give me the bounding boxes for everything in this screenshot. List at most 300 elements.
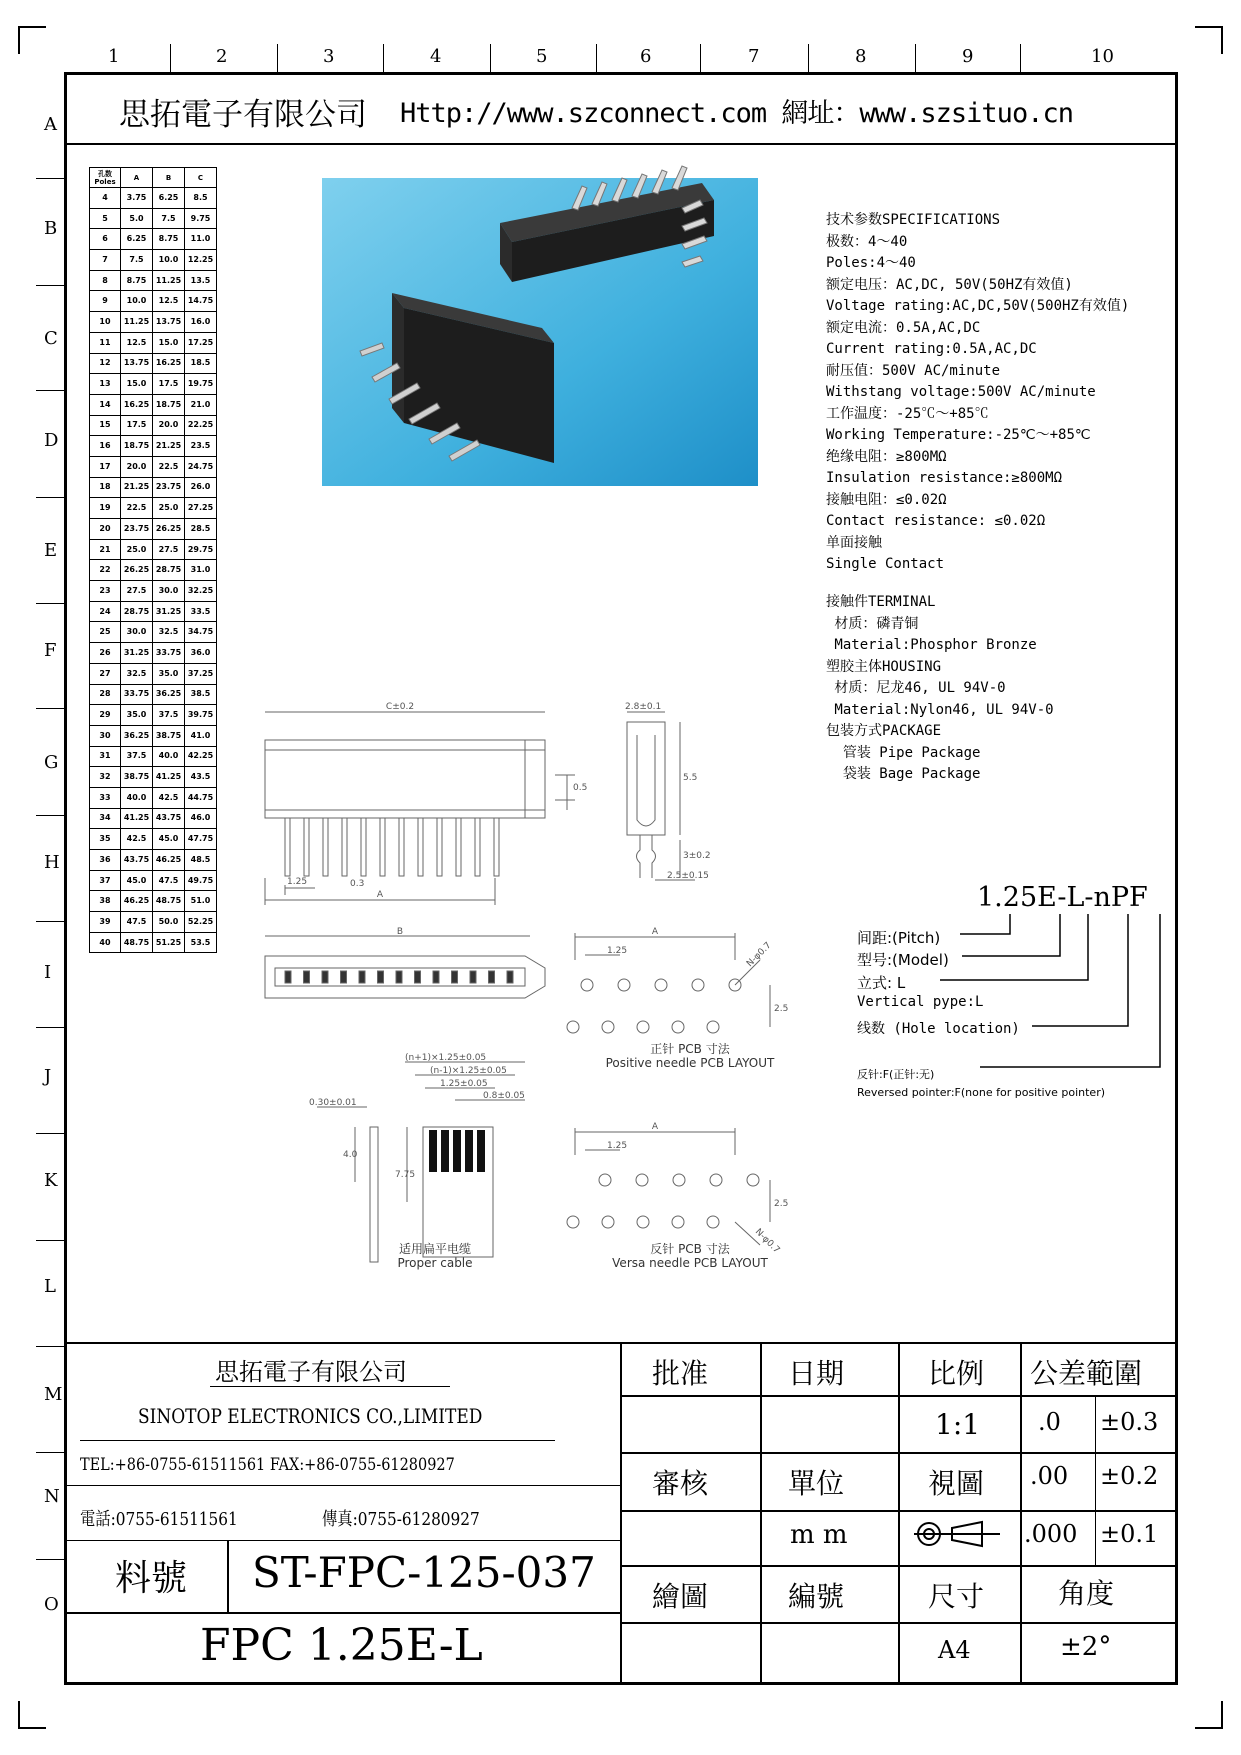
- table-row: [90, 353, 217, 374]
- table-cell: 20.0: [153, 415, 185, 436]
- table-cell: 43.5: [185, 767, 217, 788]
- tb-size: 尺寸: [928, 1580, 985, 1613]
- table-header-cell: B: [153, 168, 185, 188]
- table-cell: 49.75: [185, 870, 217, 891]
- table-cell: 42.5: [153, 787, 185, 808]
- table-cell: 3.75: [121, 188, 153, 209]
- table-cell: 16.0: [185, 312, 217, 333]
- table-cell: 5: [90, 208, 121, 229]
- table-cell: 13.5: [185, 270, 217, 291]
- table-cell: 13.75: [121, 353, 153, 374]
- tb-scale-value: 1:1: [935, 1408, 981, 1441]
- tb-tolerance: 公差範圍: [1030, 1357, 1143, 1390]
- table-cell: 31.0: [185, 560, 217, 581]
- table-cell: 34.75: [185, 622, 217, 643]
- table-row: [90, 394, 217, 415]
- table-cell: 32.5: [153, 622, 185, 643]
- table-cell: 6.25: [153, 188, 185, 209]
- table-row: [90, 456, 217, 477]
- spec-line: 单面接触: [826, 534, 882, 551]
- table-cell: 52.25: [185, 912, 217, 933]
- table-cell: 20: [90, 519, 121, 540]
- table-cell: 31.25: [121, 643, 153, 664]
- tb-tel-fax: TEL:+86-0755-61511561 FAX:+86-0755-61280927: [80, 1455, 455, 1475]
- table-cell: 24: [90, 601, 121, 622]
- table-cell: 10.0: [153, 250, 185, 271]
- table-row: [90, 932, 217, 953]
- table-row: [90, 270, 217, 291]
- table-cell: 36.25: [121, 725, 153, 746]
- table-cell: 44.75: [185, 787, 217, 808]
- table-cell: 25: [90, 622, 121, 643]
- table-cell: 19.75: [185, 374, 217, 395]
- projection-symbol-icon: [912, 1518, 1002, 1550]
- spec-line: Material:Nylon46, UL 94V-0: [826, 701, 1054, 718]
- table-cell: 26: [90, 643, 121, 664]
- column-label: 9: [962, 46, 974, 67]
- table-cell: 38.5: [185, 684, 217, 705]
- table-cell: 28.5: [185, 519, 217, 540]
- row-label: I: [44, 962, 52, 983]
- table-row: [90, 581, 217, 602]
- table-cell: 48.75: [121, 932, 153, 953]
- table-cell: 45.0: [153, 829, 185, 850]
- table-row: [90, 829, 217, 850]
- table-cell: 33: [90, 787, 121, 808]
- dim-05: 0.5: [573, 783, 588, 793]
- dim-side-pin: 3±0.2: [683, 851, 711, 861]
- table-cell: 23: [90, 581, 121, 602]
- spec-line: 包装方式PACKAGE: [826, 723, 942, 739]
- table-row: [90, 725, 217, 746]
- table-cell: 18.75: [121, 436, 153, 457]
- side-view-drawing: [615, 700, 730, 890]
- table-cell: 48.75: [153, 891, 185, 912]
- tb-part-no: ST-FPC-125-037: [252, 1548, 596, 1597]
- table-cell: 47.75: [185, 829, 217, 850]
- row-label: O: [44, 1594, 59, 1615]
- table-cell: 43.75: [121, 850, 153, 871]
- table-cell: 22.5: [153, 456, 185, 477]
- table-cell: 8.75: [153, 229, 185, 250]
- tb-unit: 單位: [788, 1467, 845, 1500]
- table-cell: 29.75: [185, 539, 217, 560]
- table-cell: 34: [90, 808, 121, 829]
- connector-photo: [322, 178, 758, 486]
- model-vertical-en: Vertical pype:L: [857, 994, 984, 1010]
- column-label: 8: [855, 46, 867, 67]
- table-cell: 36: [90, 850, 121, 871]
- table-cell: 15.0: [153, 332, 185, 353]
- table-cell: 10.0: [121, 291, 153, 312]
- pcb-positive-caption-cn: 正针 PCB 寸法: [650, 1042, 730, 1056]
- model-reversed-en: Reversed pointer:F(none for positive pointer): [857, 1086, 1106, 1099]
- table-cell: 50.0: [153, 912, 185, 933]
- table-row: [90, 808, 217, 829]
- dim-pcb-a: A: [651, 927, 659, 937]
- table-cell: 17.5: [153, 374, 185, 395]
- spec-line: 技术参数SPECIFICATIONS: [826, 212, 1001, 228]
- table-cell: 43.75: [153, 808, 185, 829]
- column-label: 1: [108, 46, 120, 67]
- tb-tol2-val: ±0.1: [1100, 1520, 1159, 1548]
- table-cell: 37.5: [153, 705, 185, 726]
- table-cell: 30.0: [153, 581, 185, 602]
- model-pitch-label: 间距:(Pitch): [857, 929, 941, 947]
- spec-line: Contact resistance: ≤0.02Ω: [826, 513, 1046, 529]
- dim-a: A: [376, 890, 384, 900]
- table-cell: 37: [90, 870, 121, 891]
- tb-review: 審核: [652, 1467, 709, 1500]
- table-cell: 25.0: [121, 539, 153, 560]
- table-cell: 28.75: [153, 560, 185, 581]
- table-cell: 28.75: [121, 601, 153, 622]
- tb-date: 日期: [788, 1357, 845, 1390]
- spec-line: 绝缘电阻：≥800MΩ: [826, 448, 947, 465]
- table-cell: 20.0: [121, 456, 153, 477]
- table-cell: 5.0: [121, 208, 153, 229]
- table-cell: 35.0: [153, 663, 185, 684]
- spec-line: 塑胶主体HOUSING: [826, 658, 942, 675]
- table-cell: 42.5: [121, 829, 153, 850]
- row-label: K: [44, 1170, 58, 1191]
- table-cell: 47.5: [121, 912, 153, 933]
- row-label: B: [44, 218, 58, 239]
- pcb-reversed-caption-en: Versa needle PCB LAYOUT: [612, 1256, 768, 1270]
- tb-tol2-key: .000: [1024, 1520, 1078, 1548]
- table-cell: 35.0: [121, 705, 153, 726]
- spec-line: 额定电压：AC,DC, 50V(50HZ有效值): [826, 276, 1073, 293]
- row-label: G: [44, 752, 59, 773]
- cable-caption-en: Proper cable: [397, 1256, 473, 1270]
- table-cell: 22.25: [185, 415, 217, 436]
- dim-pcb-hole: N-φ0.7: [745, 940, 774, 970]
- spec-line: 材质：尼龙46, UL 94V-0: [826, 680, 1006, 696]
- table-row: [90, 684, 217, 705]
- row-label: E: [44, 540, 58, 561]
- table-cell: 29: [90, 705, 121, 726]
- model-vertical-label: 立式: L: [857, 974, 906, 992]
- tb-approve: 批准: [652, 1357, 709, 1390]
- spec-line: Voltage rating:AC,DC,50V(500HZ有效值): [826, 298, 1130, 314]
- table-row: [90, 643, 217, 664]
- table-cell: 9: [90, 291, 121, 312]
- table-row: [90, 250, 217, 271]
- table-cell: 38: [90, 891, 121, 912]
- dim-cable-pitch: 1.25±0.05: [440, 1079, 488, 1089]
- spec-line: Insulation resistance:≥800MΩ: [826, 470, 1063, 486]
- dim-pcb2-hole: N-φ0.7: [752, 1227, 782, 1256]
- column-label: 10: [1091, 46, 1114, 67]
- table-cell: 24.75: [185, 456, 217, 477]
- table-cell: 18.75: [153, 394, 185, 415]
- row-label: J: [44, 1066, 52, 1087]
- table-cell: 14.75: [185, 291, 217, 312]
- column-label: 6: [640, 46, 652, 67]
- table-cell: 12.5: [153, 291, 185, 312]
- bottom-view-drawing: [255, 928, 555, 1008]
- table-cell: 23.75: [121, 519, 153, 540]
- table-cell: 41.25: [153, 767, 185, 788]
- table-cell: 21.0: [185, 394, 217, 415]
- table-header-cell: C: [185, 168, 217, 188]
- spec-line: Single Contact: [826, 556, 945, 572]
- tb-scale: 比例: [928, 1357, 985, 1390]
- table-cell: 32.25: [185, 581, 217, 602]
- dim-pcb2-row: 2.5: [774, 1199, 789, 1209]
- table-cell: 21.25: [153, 436, 185, 457]
- table-cell: 40.0: [121, 787, 153, 808]
- table-cell: 40: [90, 932, 121, 953]
- table-row: [90, 912, 217, 933]
- table-cell: 15: [90, 415, 121, 436]
- table-row: [90, 663, 217, 684]
- table-cell: 9.75: [185, 208, 217, 229]
- row-label: H: [44, 852, 60, 873]
- row-label: C: [44, 328, 58, 349]
- tb-tol0-val: ±0.3: [1100, 1408, 1159, 1436]
- table-cell: 13: [90, 374, 121, 395]
- spec-line: 接触件TERMINAL: [826, 594, 936, 610]
- table-cell: 37.25: [185, 663, 217, 684]
- table-cell: 11: [90, 332, 121, 353]
- table-cell: 41.25: [121, 808, 153, 829]
- table-row: [90, 601, 217, 622]
- tb-company-en: SINOTOP ELECTRONICS CO.,LIMITED: [138, 1404, 483, 1428]
- table-cell: 8: [90, 270, 121, 291]
- tb-angle-value: ±2°: [1060, 1632, 1112, 1662]
- table-cell: 27.5: [153, 539, 185, 560]
- spec-line: 工作温度：-25℃～+85℃: [826, 405, 989, 422]
- spec-line: Poles:4～40: [826, 255, 916, 271]
- tb-angle: 角度: [1058, 1577, 1115, 1610]
- table-cell: 35: [90, 829, 121, 850]
- table-row: [90, 622, 217, 643]
- table-row: [90, 477, 217, 498]
- model-type-label: 型号:(Model): [857, 951, 949, 969]
- dim-cable-total: (n+1)×1.25±0.05: [405, 1053, 487, 1063]
- table-cell: 33.75: [121, 684, 153, 705]
- table-row: [90, 767, 217, 788]
- table-cell: 11.25: [121, 312, 153, 333]
- table-cell: 18: [90, 477, 121, 498]
- table-cell: 30: [90, 725, 121, 746]
- table-cell: 32.5: [121, 663, 153, 684]
- table-cell: 30.0: [121, 622, 153, 643]
- dim-side-spacing: 2.5±0.15: [667, 871, 709, 881]
- row-label: F: [44, 640, 57, 661]
- table-cell: 19: [90, 498, 121, 519]
- table-cell: 8.75: [121, 270, 153, 291]
- tb-tol1-val: ±0.2: [1100, 1462, 1159, 1490]
- table-cell: 23.75: [153, 477, 185, 498]
- column-label: 3: [323, 46, 335, 67]
- corner-mark-bl: [18, 1701, 46, 1729]
- dim-cable-4: 4.0: [343, 1150, 358, 1160]
- table-cell: 12: [90, 353, 121, 374]
- dim-b: B: [396, 927, 404, 937]
- tb-product: FPC 1.25E-L: [200, 1620, 483, 1671]
- dim-cable-775: 7.75: [395, 1170, 416, 1180]
- tb-phone: 電話:0755-61511561: [80, 1509, 238, 1530]
- table-cell: 11.0: [185, 229, 217, 250]
- spec-line: Working Temperature:-25℃～+85℃: [826, 427, 1091, 443]
- row-label: A: [44, 114, 57, 135]
- table-row: [90, 519, 217, 540]
- proper-cable-drawing: [305, 1052, 565, 1242]
- table-row: [90, 332, 217, 353]
- pcb-layout-positive: [565, 925, 805, 1055]
- spec-line: 额定电流：0.5A,AC,DC: [826, 319, 981, 336]
- table-cell: 36.25: [153, 684, 185, 705]
- table-cell: 22: [90, 560, 121, 581]
- tb-view: 視圖: [928, 1467, 985, 1500]
- material-package-block: [826, 592, 1054, 786]
- table-row: [90, 291, 217, 312]
- header-company: 思拓電子有限公司: [119, 97, 367, 133]
- table-cell: 22.5: [121, 498, 153, 519]
- table-row: [90, 560, 217, 581]
- spec-line: Current rating:0.5A,AC,DC: [826, 341, 1037, 357]
- spec-line: Withstang voltage:500V AC/minute: [826, 384, 1096, 400]
- table-cell: 48.5: [185, 850, 217, 871]
- table-cell: 10: [90, 312, 121, 333]
- table-cell: 51.25: [153, 932, 185, 953]
- corner-mark-br: [1195, 1701, 1223, 1729]
- table-cell: 18.5: [185, 353, 217, 374]
- specifications-block: [826, 210, 1129, 576]
- table-row: [90, 498, 217, 519]
- table-row: [90, 436, 217, 457]
- tb-number: 編號: [788, 1580, 845, 1613]
- column-label: 2: [216, 46, 228, 67]
- table-cell: 16: [90, 436, 121, 457]
- table-cell: 27.5: [121, 581, 153, 602]
- pcb-reversed-caption-cn: 反针 PCB 寸法: [650, 1242, 730, 1256]
- table-cell: 38.75: [121, 767, 153, 788]
- spec-line: 极数：4～40: [826, 233, 908, 250]
- table-row: [90, 188, 217, 209]
- table-cell: 31: [90, 746, 121, 767]
- column-label: 4: [430, 46, 442, 67]
- table-cell: 16.25: [121, 394, 153, 415]
- table-cell: 7.5: [153, 208, 185, 229]
- table-row: [90, 850, 217, 871]
- table-header-cell: A: [121, 168, 153, 188]
- table-cell: 39: [90, 912, 121, 933]
- corner-mark-tl: [18, 26, 46, 54]
- model-code: 1.25E-L-nPF: [977, 882, 1148, 913]
- table-cell: 26.25: [153, 519, 185, 540]
- dim-side-width: 2.8±0.1: [625, 702, 662, 712]
- table-cell: 21: [90, 539, 121, 560]
- table-header-row: [90, 168, 217, 188]
- spec-line: 材质：磷青铜: [826, 615, 919, 632]
- table-cell: 8.5: [185, 188, 217, 209]
- table-cell: 7.5: [121, 250, 153, 271]
- table-cell: 37.5: [121, 746, 153, 767]
- table-cell: 47.5: [153, 870, 185, 891]
- table-cell: 6: [90, 229, 121, 250]
- row-label: M: [44, 1384, 63, 1405]
- table-cell: 33.75: [153, 643, 185, 664]
- model-code-leaders: [940, 912, 1160, 1072]
- dim-pcb-row: 2.5: [774, 1004, 789, 1014]
- table-cell: 53.5: [185, 932, 217, 953]
- table-row: [90, 374, 217, 395]
- table-cell: 36.0: [185, 643, 217, 664]
- table-cell: 12.25: [185, 250, 217, 271]
- table-cell: 27: [90, 663, 121, 684]
- tb-company-cn: 思拓電子有限公司: [215, 1358, 407, 1386]
- cable-caption-cn: 适用扁平电缆: [398, 1242, 471, 1256]
- table-row: [90, 891, 217, 912]
- table-cell: 23.5: [185, 436, 217, 457]
- table-cell: 6.25: [121, 229, 153, 250]
- table-cell: 4: [90, 188, 121, 209]
- dim-pitch: 1.25: [287, 877, 308, 887]
- table-cell: 17.5: [121, 415, 153, 436]
- table-cell: 12.5: [121, 332, 153, 353]
- table-row: [90, 312, 217, 333]
- table-cell: 13.75: [153, 312, 185, 333]
- table-row: [90, 787, 217, 808]
- dim-side-height: 5.5: [683, 773, 698, 783]
- spec-line: 接触电阻：≤0.02Ω: [826, 491, 947, 508]
- table-row: [90, 539, 217, 560]
- table-cell: 26.25: [121, 560, 153, 581]
- table-header-cell: 孔数 Poles: [90, 168, 121, 188]
- table-cell: 46.25: [153, 850, 185, 871]
- table-cell: 46.0: [185, 808, 217, 829]
- table-cell: 46.25: [121, 891, 153, 912]
- dim-pcb-pitch: 1.25: [607, 946, 628, 956]
- corner-mark-tr: [1195, 26, 1223, 54]
- model-hole-label: 线数 (Hole location): [857, 1021, 1020, 1037]
- tb-fax: 傳真:0755-61280927: [322, 1509, 480, 1530]
- pcb-layout-reversed: [565, 1120, 805, 1256]
- table-cell: 17.25: [185, 332, 217, 353]
- dim-pin: 0.3: [350, 879, 365, 889]
- table-cell: 45.0: [121, 870, 153, 891]
- spec-line: 管装 Pipe Package: [826, 744, 981, 761]
- spec-line: 耐压值：500V AC/minute: [826, 362, 1001, 379]
- column-label: 7: [748, 46, 760, 67]
- table-row: [90, 208, 217, 229]
- drawing-header: [67, 75, 1175, 145]
- table-cell: 32: [90, 767, 121, 788]
- tb-tol0-key: .0: [1038, 1408, 1061, 1436]
- table-row: [90, 229, 217, 250]
- table-cell: 51.0: [185, 891, 217, 912]
- table-cell: 31.25: [153, 601, 185, 622]
- table-cell: 38.75: [153, 725, 185, 746]
- table-cell: 7: [90, 250, 121, 271]
- table-row: [90, 870, 217, 891]
- table-cell: 11.25: [153, 270, 185, 291]
- table-row: [90, 746, 217, 767]
- row-label: N: [44, 1486, 60, 1507]
- front-view-drawing: [255, 700, 588, 930]
- table-cell: 26.0: [185, 477, 217, 498]
- table-cell: 17: [90, 456, 121, 477]
- tb-unit-value: m m: [790, 1520, 848, 1550]
- spec-line: Material:Phosphor Bronze: [826, 637, 1037, 653]
- table-cell: 21.25: [121, 477, 153, 498]
- column-label: 5: [536, 46, 548, 67]
- model-reversed-label: 反针:F(正针:无): [857, 1068, 935, 1081]
- table-cell: 33.5: [185, 601, 217, 622]
